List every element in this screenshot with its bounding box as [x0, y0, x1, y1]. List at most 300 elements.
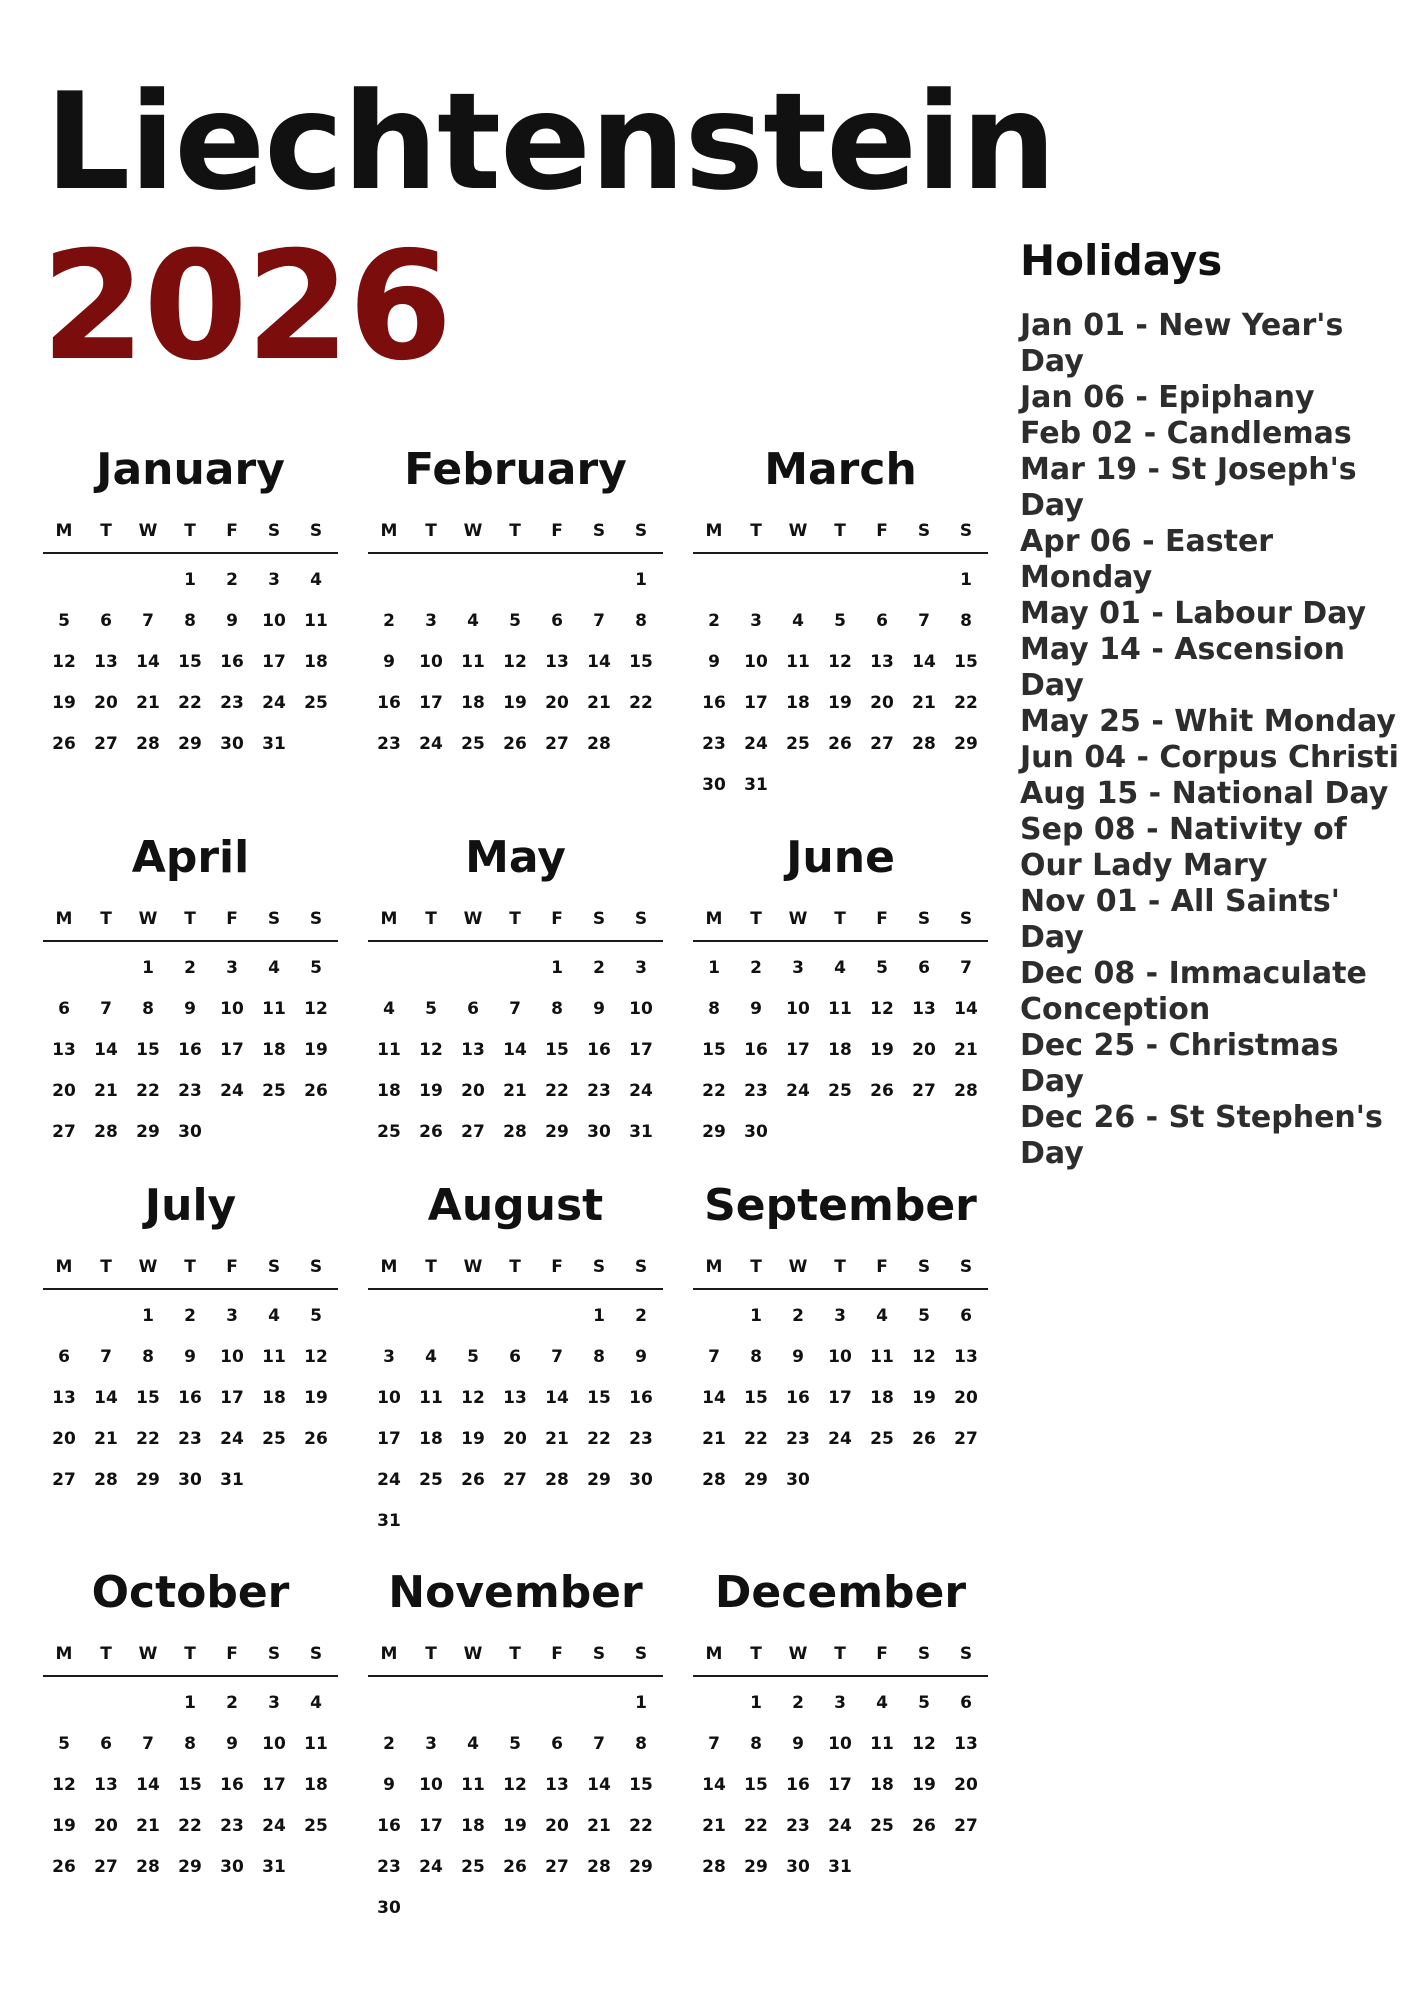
weekday-label: M: [705, 521, 723, 541]
weekday-label: F: [551, 909, 563, 929]
weekday-label: M: [380, 1257, 398, 1277]
day-cell: 5: [58, 1734, 70, 1754]
day-cell: 25: [828, 1081, 852, 1101]
day-grid: [43, 568, 338, 773]
weekday-header: [368, 908, 663, 930]
day-cell: 10: [744, 652, 768, 672]
day-cell: 28: [136, 734, 160, 754]
day-cell: 6: [876, 611, 888, 631]
weekday-label: S: [634, 1644, 648, 1664]
day-cell: 1: [184, 1693, 196, 1713]
weekday-label: S: [917, 1644, 931, 1664]
day-cell: 12: [503, 1775, 527, 1795]
day-cell: 18: [419, 1429, 443, 1449]
weekday-label: W: [138, 521, 158, 541]
day-cell: 23: [587, 1081, 611, 1101]
day-cell: 8: [635, 611, 647, 631]
day-cell: 8: [635, 1734, 647, 1754]
day-cell: 25: [262, 1429, 286, 1449]
day-cell: 9: [226, 611, 238, 631]
day-cell: 23: [744, 1081, 768, 1101]
empty-cell: [127, 1691, 169, 1732]
day-cell: 27: [94, 734, 118, 754]
day-cell: 3: [425, 1734, 437, 1754]
empty-cell: [43, 568, 85, 609]
weekday-label: S: [959, 909, 973, 929]
day-cell: 17: [262, 652, 286, 672]
day-grid: [43, 1691, 338, 1896]
weekday-label: T: [834, 1257, 846, 1277]
day-cell: 22: [954, 693, 978, 713]
day-cell: 14: [702, 1388, 726, 1408]
weekday-header: [43, 1643, 338, 1665]
empty-cell: [693, 1691, 735, 1732]
day-cell: 19: [912, 1775, 936, 1795]
day-cell: 2: [184, 1306, 196, 1326]
day-cell: 8: [708, 999, 720, 1019]
weekday-label: S: [592, 521, 606, 541]
day-cell: 28: [136, 1857, 160, 1877]
header-divider: [368, 1288, 663, 1290]
weekday-label: F: [226, 1257, 238, 1277]
day-cell: 5: [876, 958, 888, 978]
empty-cell: [368, 956, 410, 997]
day-cell: 4: [425, 1347, 437, 1367]
weekday-label: S: [917, 909, 931, 929]
weekday-label: T: [509, 909, 521, 929]
header-divider: [368, 552, 663, 554]
holidays-panel: [1020, 236, 1400, 1172]
day-cell: 11: [828, 999, 852, 1019]
weekday-label: M: [705, 1257, 723, 1277]
day-cell: 27: [503, 1470, 527, 1490]
day-cell: 14: [545, 1388, 569, 1408]
header-divider: [693, 1288, 988, 1290]
day-cell: 28: [94, 1122, 118, 1142]
day-cell: 26: [912, 1429, 936, 1449]
day-cell: 8: [142, 1347, 154, 1367]
day-cell: 24: [419, 1857, 443, 1877]
day-cell: 27: [461, 1122, 485, 1142]
day-cell: 7: [551, 1347, 563, 1367]
day-cell: 2: [750, 958, 762, 978]
header-divider: [43, 552, 338, 554]
day-cell: 7: [142, 611, 154, 631]
day-cell: 28: [912, 734, 936, 754]
day-cell: 10: [629, 999, 653, 1019]
day-cell: 13: [870, 652, 894, 672]
holiday-item: Jan 01 - New Year's Day: [1020, 308, 1344, 380]
day-cell: 25: [786, 734, 810, 754]
day-cell: 6: [960, 1693, 972, 1713]
day-cell: 3: [226, 958, 238, 978]
day-cell: 15: [702, 1040, 726, 1060]
day-cell: 30: [178, 1122, 202, 1142]
day-cell: 27: [870, 734, 894, 754]
day-cell: 23: [220, 1816, 244, 1836]
month-name: April: [131, 832, 250, 883]
day-cell: 13: [52, 1388, 76, 1408]
day-cell: 1: [708, 958, 720, 978]
month-name: October: [91, 1567, 290, 1618]
day-grid: [693, 956, 988, 1161]
weekday-label: T: [509, 521, 521, 541]
day-cell: 4: [268, 1306, 280, 1326]
day-cell: 25: [870, 1429, 894, 1449]
day-cell: 7: [142, 1734, 154, 1754]
empty-cell: [861, 568, 903, 609]
weekday-label: S: [634, 521, 648, 541]
day-cell: 15: [136, 1040, 160, 1060]
day-cell: 6: [960, 1306, 972, 1326]
weekday-label: T: [834, 521, 846, 541]
day-cell: 3: [268, 570, 280, 590]
day-cell: 13: [94, 652, 118, 672]
day-cell: 9: [383, 1775, 395, 1795]
day-grid: [368, 568, 663, 773]
day-cell: 15: [954, 652, 978, 672]
day-cell: 19: [912, 1388, 936, 1408]
weekday-label: T: [750, 1257, 762, 1277]
empty-cell: [735, 568, 777, 609]
weekday-label: S: [267, 1257, 281, 1277]
day-cell: 19: [870, 1040, 894, 1060]
day-cell: 20: [94, 1816, 118, 1836]
day-cell: 20: [912, 1040, 936, 1060]
day-cell: 9: [635, 1347, 647, 1367]
day-cell: 1: [960, 570, 972, 590]
day-cell: 2: [792, 1693, 804, 1713]
day-cell: 11: [377, 1040, 401, 1060]
day-cell: 22: [178, 1816, 202, 1836]
holiday-item: Apr 06 - Easter Monday: [1020, 524, 1274, 596]
day-cell: 24: [419, 734, 443, 754]
empty-cell: [536, 568, 578, 609]
day-cell: 12: [304, 999, 328, 1019]
day-cell: 12: [503, 652, 527, 672]
day-cell: 22: [629, 1816, 653, 1836]
day-cell: 10: [262, 611, 286, 631]
day-cell: 6: [58, 999, 70, 1019]
day-grid: [693, 1304, 988, 1509]
day-cell: 30: [744, 1122, 768, 1142]
day-cell: 4: [268, 958, 280, 978]
day-cell: 1: [750, 1693, 762, 1713]
weekday-label: S: [959, 521, 973, 541]
header-divider: [368, 940, 663, 942]
weekday-label: F: [876, 1644, 888, 1664]
day-cell: 3: [635, 958, 647, 978]
day-cell: 14: [136, 652, 160, 672]
empty-cell: [43, 956, 85, 997]
weekday-header: [368, 1256, 663, 1278]
day-cell: 10: [220, 999, 244, 1019]
empty-cell: [494, 1691, 536, 1732]
day-cell: 8: [184, 1734, 196, 1754]
day-cell: 21: [136, 693, 160, 713]
weekday-label: F: [876, 909, 888, 929]
weekday-label: M: [380, 1644, 398, 1664]
day-cell: 9: [593, 999, 605, 1019]
day-cell: 25: [419, 1470, 443, 1490]
day-cell: 5: [58, 611, 70, 631]
holiday-item: Mar 19 - St Joseph's Day: [1020, 452, 1357, 524]
day-cell: 22: [702, 1081, 726, 1101]
month-name: February: [404, 444, 627, 495]
day-cell: 15: [587, 1388, 611, 1408]
day-cell: 23: [629, 1429, 653, 1449]
header-divider: [368, 1675, 663, 1677]
day-cell: 8: [142, 999, 154, 1019]
day-cell: 24: [262, 693, 286, 713]
day-cell: 7: [918, 611, 930, 631]
day-cell: 26: [419, 1122, 443, 1142]
day-cell: 14: [954, 999, 978, 1019]
day-cell: 23: [702, 734, 726, 754]
day-cell: 20: [461, 1081, 485, 1101]
day-cell: 12: [52, 1775, 76, 1795]
day-cell: 4: [310, 1693, 322, 1713]
day-cell: 11: [786, 652, 810, 672]
weekday-label: W: [788, 909, 808, 929]
weekday-label: M: [55, 1257, 73, 1277]
day-cell: 8: [184, 611, 196, 631]
day-cell: 19: [304, 1040, 328, 1060]
day-cell: 31: [262, 1857, 286, 1877]
day-cell: 2: [184, 958, 196, 978]
day-cell: 7: [960, 958, 972, 978]
day-cell: 4: [383, 999, 395, 1019]
day-cell: 2: [635, 1306, 647, 1326]
day-cell: 4: [310, 570, 322, 590]
day-cell: 20: [52, 1081, 76, 1101]
day-cell: 30: [377, 1898, 401, 1918]
page-title: Liechtenstein: [45, 64, 1056, 220]
day-cell: 16: [786, 1388, 810, 1408]
day-cell: 4: [876, 1693, 888, 1713]
day-cell: 20: [545, 1816, 569, 1836]
day-cell: 24: [744, 734, 768, 754]
day-cell: 5: [310, 958, 322, 978]
empty-cell: [410, 1304, 452, 1345]
day-grid: [43, 1304, 338, 1509]
day-cell: 13: [545, 1775, 569, 1795]
day-cell: 12: [461, 1388, 485, 1408]
day-cell: 24: [220, 1081, 244, 1101]
weekday-label: S: [267, 521, 281, 541]
day-cell: 21: [587, 1816, 611, 1836]
empty-cell: [693, 568, 735, 609]
day-cell: 16: [377, 693, 401, 713]
day-cell: 19: [52, 1816, 76, 1836]
weekday-label: S: [592, 1257, 606, 1277]
day-cell: 19: [52, 693, 76, 713]
day-cell: 22: [629, 693, 653, 713]
weekday-label: M: [705, 909, 723, 929]
day-cell: 7: [100, 1347, 112, 1367]
day-cell: 18: [828, 1040, 852, 1060]
day-cell: 27: [52, 1122, 76, 1142]
holidays-heading: Holidays: [1020, 236, 1223, 285]
day-cell: 8: [750, 1734, 762, 1754]
empty-cell: [819, 568, 861, 609]
year-heading: 2026: [41, 220, 451, 394]
empty-cell: [777, 568, 819, 609]
day-cell: 4: [792, 611, 804, 631]
day-cell: 13: [954, 1347, 978, 1367]
day-cell: 12: [304, 1347, 328, 1367]
day-cell: 7: [593, 1734, 605, 1754]
day-cell: 20: [503, 1429, 527, 1449]
day-cell: 28: [545, 1470, 569, 1490]
day-cell: 7: [708, 1734, 720, 1754]
day-cell: 18: [461, 1816, 485, 1836]
day-cell: 29: [178, 1857, 202, 1877]
day-cell: 2: [708, 611, 720, 631]
day-cell: 17: [828, 1388, 852, 1408]
holiday-item: Sep 08 - Nativity of Our Lady Mary: [1020, 812, 1347, 884]
day-cell: 15: [178, 1775, 202, 1795]
day-cell: 19: [461, 1429, 485, 1449]
weekday-label: W: [463, 521, 483, 541]
holiday-item: May 25 - Whit Monday: [1020, 704, 1396, 740]
day-cell: 28: [954, 1081, 978, 1101]
day-cell: 16: [744, 1040, 768, 1060]
weekday-label: T: [100, 1257, 112, 1277]
day-cell: 11: [262, 999, 286, 1019]
day-cell: 31: [828, 1857, 852, 1877]
day-cell: 16: [178, 1040, 202, 1060]
day-cell: 23: [178, 1081, 202, 1101]
day-cell: 29: [702, 1122, 726, 1142]
header-divider: [43, 1288, 338, 1290]
holiday-item: Dec 25 - Christmas Day: [1020, 1028, 1339, 1100]
day-cell: 22: [136, 1081, 160, 1101]
day-cell: 23: [786, 1816, 810, 1836]
day-cell: 13: [52, 1040, 76, 1060]
day-cell: 16: [629, 1388, 653, 1408]
day-cell: 26: [503, 1857, 527, 1877]
day-cell: 1: [142, 958, 154, 978]
day-cell: 26: [828, 734, 852, 754]
weekday-label: F: [226, 909, 238, 929]
day-cell: 6: [100, 1734, 112, 1754]
day-cell: 15: [629, 652, 653, 672]
day-cell: 26: [52, 734, 76, 754]
day-cell: 7: [593, 611, 605, 631]
day-cell: 26: [304, 1081, 328, 1101]
day-cell: 24: [220, 1429, 244, 1449]
weekday-label: S: [917, 1257, 931, 1277]
day-cell: 23: [178, 1429, 202, 1449]
day-cell: 27: [954, 1816, 978, 1836]
day-cell: 4: [467, 611, 479, 631]
day-cell: 29: [744, 1470, 768, 1490]
weekday-label: T: [509, 1257, 521, 1277]
empty-cell: [494, 568, 536, 609]
day-cell: 17: [262, 1775, 286, 1795]
day-cell: 18: [870, 1388, 894, 1408]
day-cell: 27: [545, 734, 569, 754]
day-cell: 17: [377, 1429, 401, 1449]
weekday-label: T: [100, 909, 112, 929]
day-cell: 13: [461, 1040, 485, 1060]
month-name: July: [144, 1180, 237, 1231]
weekday-label: S: [634, 909, 648, 929]
weekday-label: S: [267, 909, 281, 929]
day-cell: 4: [834, 958, 846, 978]
day-cell: 11: [870, 1347, 894, 1367]
holiday-item: Nov 01 - All Saints' Day: [1020, 884, 1340, 956]
day-cell: 18: [870, 1775, 894, 1795]
day-cell: 23: [377, 734, 401, 754]
empty-cell: [410, 1691, 452, 1732]
weekday-label: W: [138, 1257, 158, 1277]
day-cell: 3: [834, 1693, 846, 1713]
day-cell: 1: [593, 1306, 605, 1326]
day-cell: 15: [545, 1040, 569, 1060]
day-cell: 25: [262, 1081, 286, 1101]
weekday-label: T: [425, 1257, 437, 1277]
day-cell: 12: [419, 1040, 443, 1060]
day-cell: 6: [551, 1734, 563, 1754]
day-cell: 12: [52, 652, 76, 672]
weekday-label: T: [100, 1644, 112, 1664]
month-name: September: [704, 1180, 977, 1231]
weekday-label: S: [592, 909, 606, 929]
day-cell: 1: [551, 958, 563, 978]
day-cell: 18: [262, 1388, 286, 1408]
holiday-item: Jun 04 - Corpus Christi: [1020, 740, 1399, 776]
day-cell: 5: [509, 611, 521, 631]
day-cell: 29: [629, 1857, 653, 1877]
day-cell: 26: [503, 734, 527, 754]
day-cell: 3: [750, 611, 762, 631]
weekday-label: T: [425, 909, 437, 929]
weekday-label: T: [425, 1644, 437, 1664]
day-cell: 10: [262, 1734, 286, 1754]
day-cell: 27: [94, 1857, 118, 1877]
weekday-label: T: [750, 1644, 762, 1664]
header-divider: [43, 940, 338, 942]
day-cell: 14: [912, 652, 936, 672]
day-cell: 25: [870, 1816, 894, 1836]
day-cell: 20: [94, 693, 118, 713]
day-cell: 16: [377, 1816, 401, 1836]
weekday-label: T: [184, 1257, 196, 1277]
weekday-label: S: [309, 1257, 323, 1277]
day-cell: 7: [708, 1347, 720, 1367]
day-cell: 19: [503, 693, 527, 713]
day-cell: 6: [509, 1347, 521, 1367]
day-cell: 15: [136, 1388, 160, 1408]
day-cell: 20: [52, 1429, 76, 1449]
day-cell: 16: [178, 1388, 202, 1408]
day-cell: 24: [377, 1470, 401, 1490]
empty-cell: [452, 956, 494, 997]
month-name: August: [427, 1180, 604, 1231]
weekday-label: S: [634, 1257, 648, 1277]
day-cell: 10: [786, 999, 810, 1019]
day-cell: 1: [750, 1306, 762, 1326]
weekday-label: M: [55, 521, 73, 541]
day-cell: 18: [262, 1040, 286, 1060]
weekday-label: M: [55, 909, 73, 929]
day-cell: 12: [828, 652, 852, 672]
weekday-label: W: [138, 1644, 158, 1664]
day-cell: 11: [870, 1734, 894, 1754]
weekday-label: M: [705, 1644, 723, 1664]
